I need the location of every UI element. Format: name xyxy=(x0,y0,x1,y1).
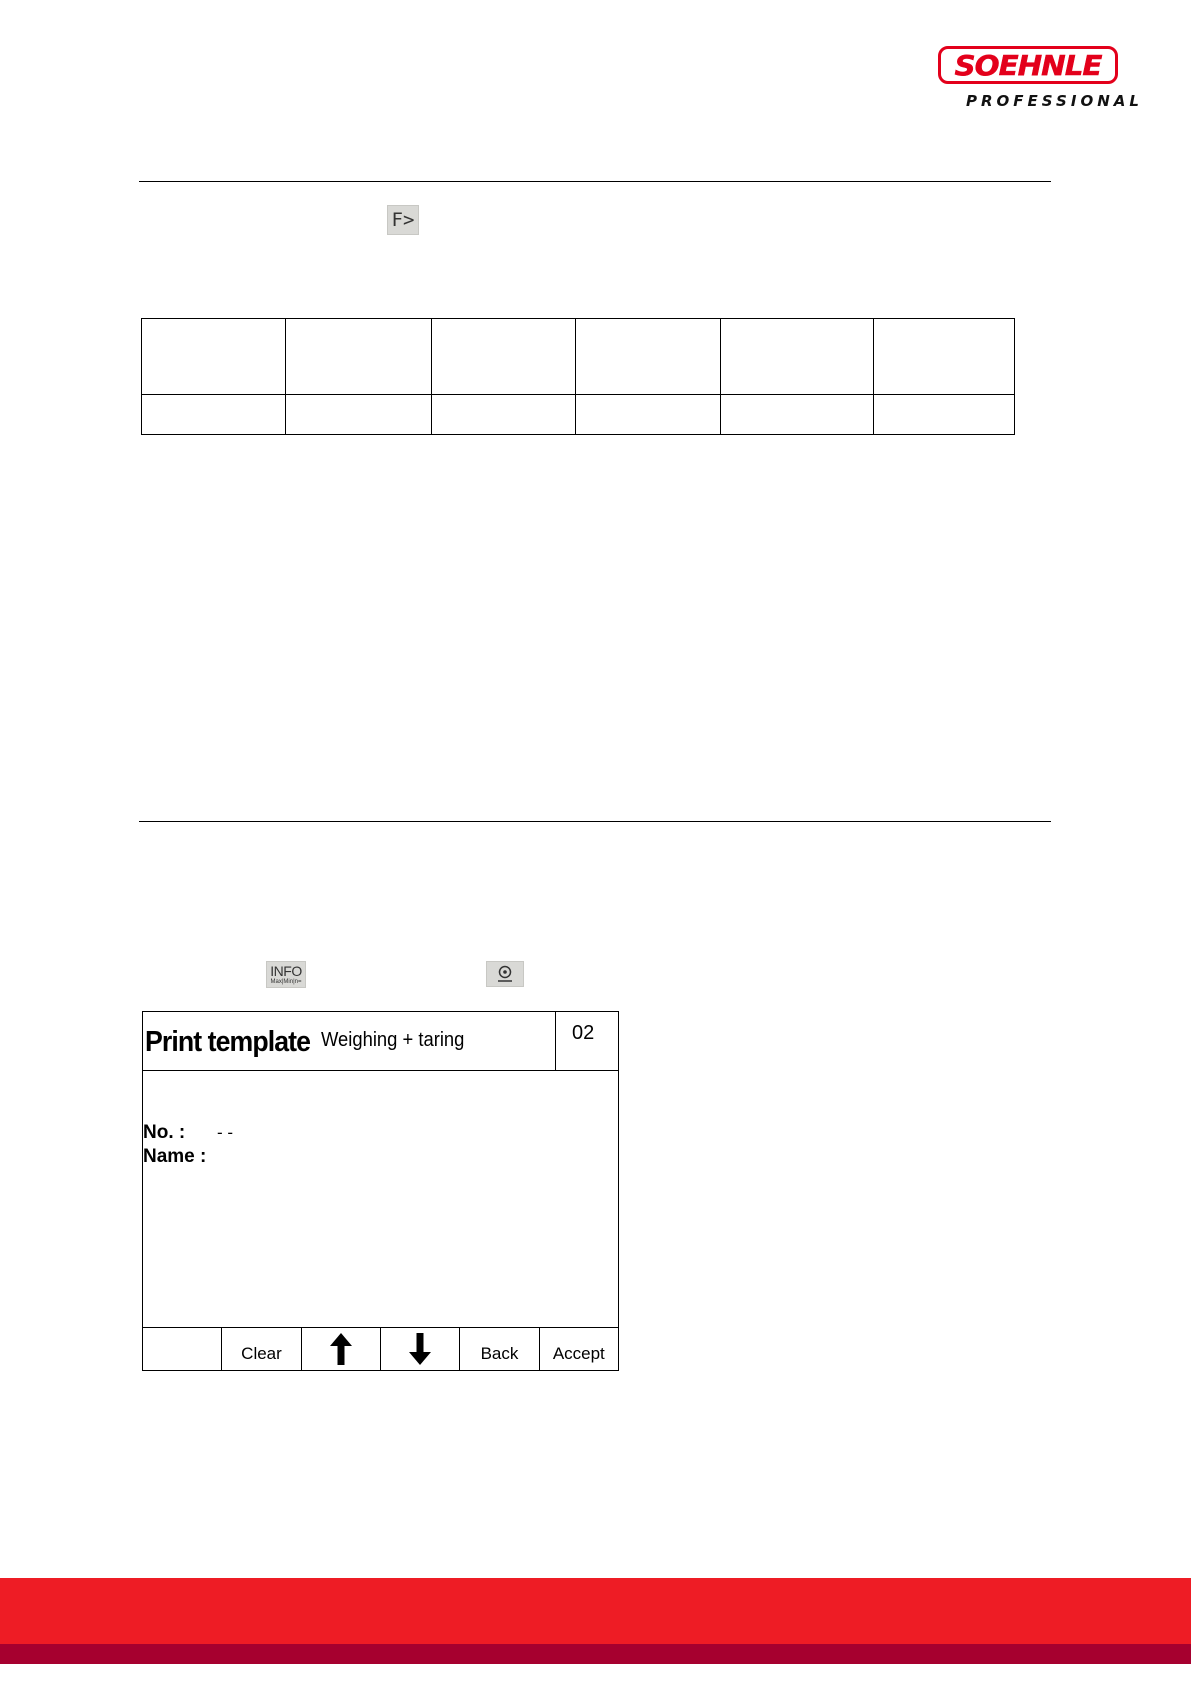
table-cell xyxy=(432,395,576,435)
table-cell xyxy=(576,319,721,395)
table-cell xyxy=(874,395,1015,435)
section-divider-top xyxy=(139,181,1051,182)
table-row xyxy=(142,395,1015,435)
screen-number-box xyxy=(555,1012,618,1070)
info-key-label: INFO xyxy=(270,963,302,979)
no-value: - - xyxy=(217,1123,234,1142)
down-button[interactable] xyxy=(380,1328,459,1370)
table-cell xyxy=(576,395,721,435)
info-key-icon xyxy=(266,961,306,988)
function-key-icon: F> xyxy=(387,205,419,235)
down-arrow-icon xyxy=(408,1332,432,1366)
section-divider-middle xyxy=(139,821,1051,822)
soehnle-logo xyxy=(938,46,1148,116)
table-cell xyxy=(721,395,874,435)
table-cell xyxy=(874,319,1015,395)
print-key-icon xyxy=(486,961,524,987)
screen-number: 02 xyxy=(572,1022,595,1044)
info-key-sublabel: Max|Min|n= xyxy=(270,979,302,985)
up-arrow-icon xyxy=(329,1332,353,1366)
table-cell xyxy=(286,395,432,435)
softkey-bar xyxy=(143,1327,618,1370)
accept-button[interactable]: Accept xyxy=(539,1328,618,1370)
print-symbol-icon xyxy=(495,964,515,984)
no-label: No. : xyxy=(143,1122,186,1143)
up-button[interactable] xyxy=(301,1328,380,1370)
footer-stripe xyxy=(0,1644,1191,1664)
table-cell xyxy=(142,319,286,395)
logo-badge xyxy=(938,46,1118,84)
screen-header xyxy=(143,1012,618,1071)
table-cell xyxy=(142,395,286,435)
table-header-row xyxy=(142,319,1015,395)
logo-brand-text: SOEHNLE xyxy=(954,48,1102,82)
footer-band xyxy=(0,1578,1191,1644)
softkey-blank[interactable] xyxy=(143,1328,221,1370)
back-button[interactable]: Back xyxy=(459,1328,538,1370)
table-cell xyxy=(432,319,576,395)
table-cell xyxy=(286,319,432,395)
screen-subtitle: Weighing + taring xyxy=(321,1029,465,1051)
clear-button[interactable]: Clear xyxy=(221,1328,300,1370)
logo-subtitle: PROFESSIONAL xyxy=(966,92,1143,110)
table-cell xyxy=(721,319,874,395)
name-label: Name : xyxy=(143,1146,207,1167)
info-table xyxy=(141,318,1015,435)
scale-display-screen xyxy=(142,1011,619,1371)
screen-title: Print template xyxy=(145,1026,311,1058)
